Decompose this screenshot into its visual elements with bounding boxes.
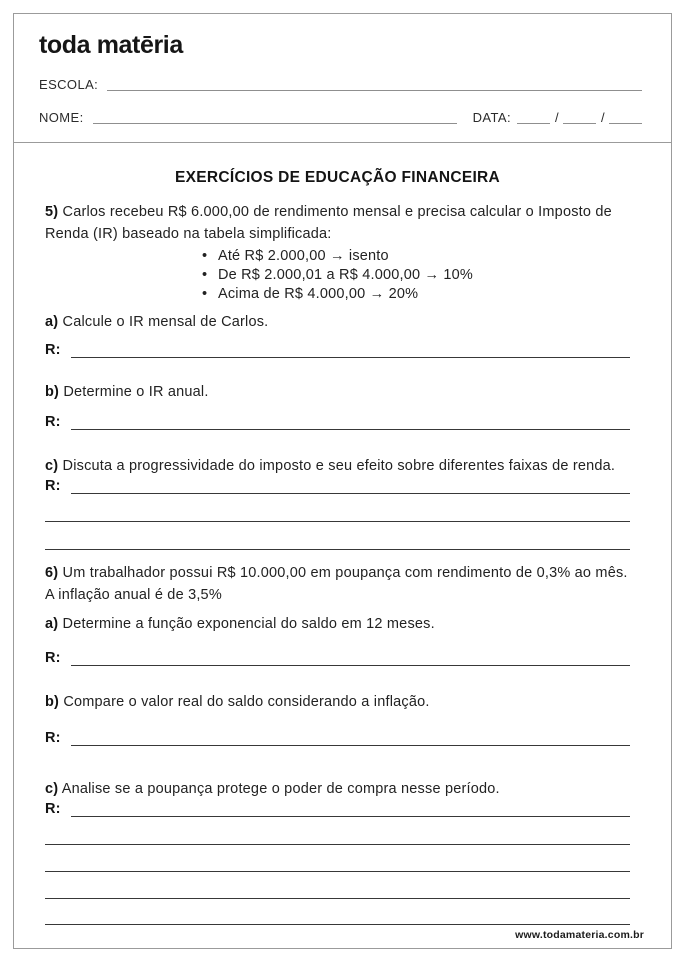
subquestion-text: Determine a função exponencial do saldo em 12 meses. [62, 616, 435, 632]
subquestion-text: Calcule o IR mensal de Carlos. [62, 314, 269, 330]
subquestion-label: a) [45, 616, 59, 632]
subquestion-text: Compare o valor real do saldo considerando a inflação. [63, 694, 430, 710]
answer-line [71, 429, 630, 430]
answer-line [45, 898, 630, 899]
school-label: ESCOLA: [39, 77, 99, 92]
answer-label: R: [45, 650, 61, 666]
tax-table-item [202, 266, 473, 285]
date-slash: / [600, 110, 605, 125]
subquestion-text: Determine o IR anual. [63, 384, 209, 400]
subquestion-6c [45, 779, 630, 799]
subquestion-5c [45, 456, 630, 476]
subquestion-label: c) [45, 781, 59, 797]
answer-line [71, 816, 630, 817]
tax-table-item [202, 247, 473, 266]
answer-line [71, 745, 630, 746]
subquestion-5a [45, 312, 630, 332]
answer-line [45, 924, 630, 925]
toda-materia-logo: toda matēria [39, 31, 183, 59]
date-label: DATA: [472, 110, 511, 125]
answer-line [45, 844, 630, 845]
tax-table-item-text: De R$ 2.000,01 a R$ 4.000,00 → 10% [217, 267, 474, 283]
answer-label: R: [45, 414, 61, 430]
answer-label: R: [45, 342, 61, 358]
answer-row-5c [45, 476, 630, 494]
tax-table-list [202, 247, 473, 304]
answer-line [45, 871, 630, 872]
bullet-dot: • [201, 248, 208, 264]
subquestion-5b [45, 382, 630, 402]
subquestion-6a [45, 614, 630, 634]
school-row [39, 75, 642, 92]
answer-label: R: [45, 730, 61, 746]
answer-row-5a [45, 340, 630, 358]
date-slash: / [554, 110, 559, 125]
date-year-line [609, 123, 642, 124]
answer-row-6b [45, 728, 630, 746]
worksheet-body [14, 143, 671, 949]
date-month-line [563, 123, 596, 124]
subquestion-label: c) [45, 458, 59, 474]
footer-url[interactable]: www.todamateria.com.br [515, 929, 644, 941]
tax-table-item-text: Acima de R$ 4.000,00 → 20% [217, 286, 419, 302]
answer-label: R: [45, 801, 61, 817]
subquestion-label: b) [45, 384, 60, 400]
question-number: 5) [45, 204, 59, 220]
question-number: 6) [45, 565, 59, 581]
subquestion-label: b) [45, 694, 60, 710]
question-5 [45, 201, 630, 245]
answer-row-6c [45, 799, 630, 817]
tax-table-item [202, 285, 473, 304]
answer-line [45, 549, 630, 550]
answer-row-5b [45, 412, 630, 430]
date-day-line [517, 123, 550, 124]
tax-table-item-text: Até R$ 2.000,00 → isento [217, 248, 389, 264]
name-row [39, 108, 642, 125]
school-line [107, 90, 642, 91]
answer-label: R: [45, 478, 61, 494]
answer-line [71, 357, 630, 358]
date-group [473, 110, 642, 125]
answer-line [71, 665, 630, 666]
worksheet-frame [13, 13, 672, 949]
subquestion-text: Analise se a poupança protege o poder de compra nesse período. [61, 781, 500, 797]
page-header [14, 14, 671, 143]
subquestion-text: Discuta a progressividade do imposto e seu efeito sobre diferentes faixas de renda. [62, 458, 616, 474]
subquestion-6b [45, 692, 630, 712]
bullet-dot: • [201, 267, 208, 283]
answer-line [71, 493, 630, 494]
subquestion-label: a) [45, 314, 59, 330]
name-line [93, 123, 457, 124]
name-label: NOME: [39, 110, 84, 125]
question-text: Um trabalhador possui R$ 10.000,00 em poupança com rendimento de 0,3% ao mês. A inflação anual é de 3,5% [45, 565, 628, 603]
answer-line [45, 521, 630, 522]
question-6 [45, 562, 630, 606]
worksheet-title: EXERCÍCIOS DE EDUCAÇÃO FINANCEIRA [174, 169, 501, 186]
bullet-dot: • [201, 286, 208, 302]
answer-row-6a [45, 648, 630, 666]
question-text: Carlos recebeu R$ 6.000,00 de rendimento mensal e precisa calcular o Imposto de Renda (IR) baseado na tabela simplificada: [45, 204, 612, 242]
